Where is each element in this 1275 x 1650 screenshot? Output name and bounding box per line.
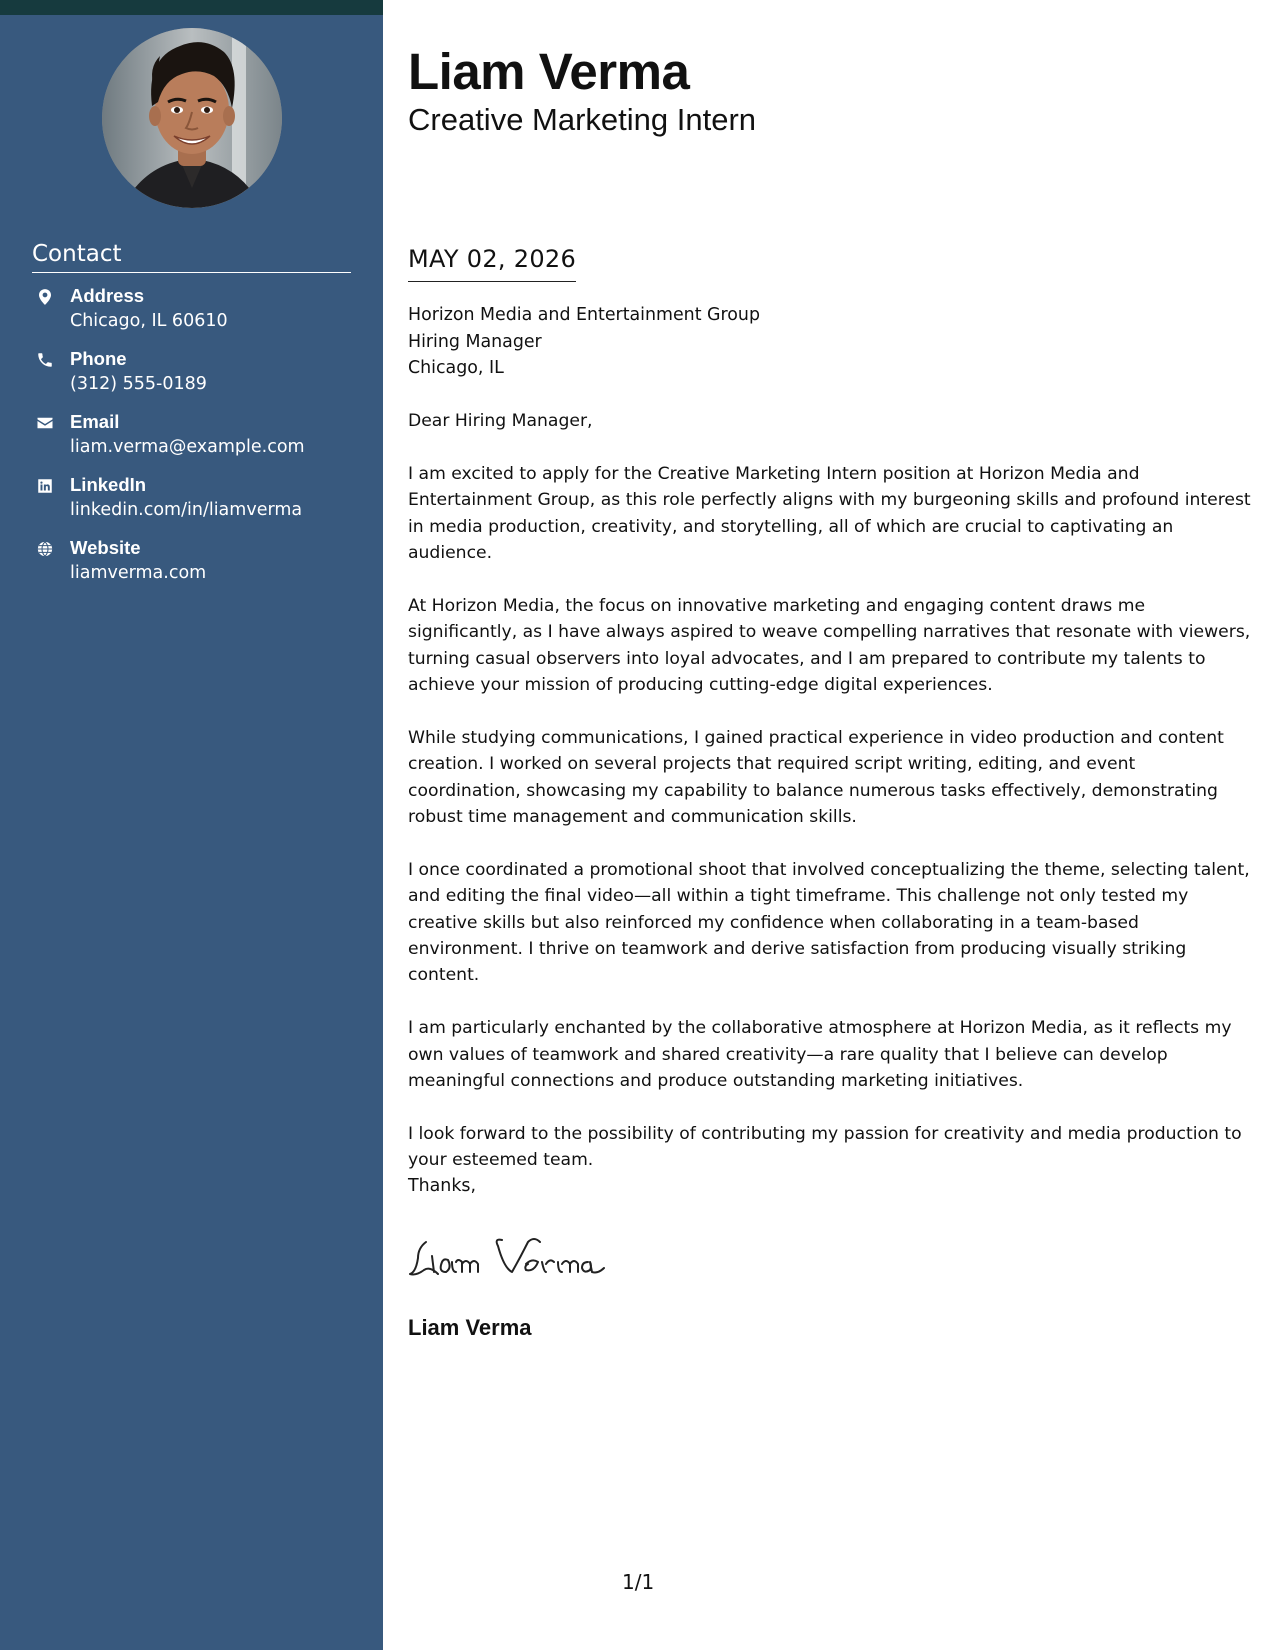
body-paragraph: At Horizon Media, the focus on innovative marketing and engaging content draws me significantly, as I have always aspired to weave compelling narratives that resonate with viewers, turning casual observers into loyal advocates, and I am prepared to contribute my talents to achieve your mission of producing cutting-edge digital experiences. xyxy=(408,595,1251,696)
phone-value: (312) 555-0189 xyxy=(70,374,207,394)
contact-item-address xyxy=(32,283,362,346)
contact-item-website xyxy=(32,535,362,598)
map-pin-icon xyxy=(36,288,54,306)
contact-item-phone xyxy=(32,346,362,409)
contact-item-email xyxy=(32,409,362,472)
applicant-name: Liam Verma xyxy=(408,43,690,100)
handwritten-signature xyxy=(408,1228,618,1280)
job-title: Creative Marketing Intern xyxy=(408,102,757,137)
recipient-block xyxy=(408,302,760,382)
envelope-icon xyxy=(36,414,54,432)
body-paragraph: I am excited to apply for the Creative Marketing Intern position at Horizon Media and Entertainment Group, as this role perfectly aligns with my burgeoning skills and profound interest in media production, creativity, and storytelling, all of which are crucial to captivating an audience. xyxy=(408,463,1251,564)
salutation: Dear Hiring Manager, xyxy=(408,411,593,431)
linkedin-value[interactable]: linkedin.com/in/liamverma xyxy=(70,500,303,520)
letter-body xyxy=(408,408,1253,1200)
page-number: 1/1 xyxy=(622,1570,655,1594)
sidebar-top-bar xyxy=(0,0,383,15)
globe-icon xyxy=(36,540,54,558)
contact-item-linkedin xyxy=(32,472,362,535)
recipient-location: Chicago, IL xyxy=(408,358,504,378)
signer-name: Liam Verma xyxy=(408,1315,532,1340)
profile-photo xyxy=(102,28,282,208)
phone-icon xyxy=(36,351,54,369)
contact-list xyxy=(32,283,362,598)
sidebar xyxy=(0,0,383,1650)
linkedin-label: LinkedIn xyxy=(70,474,147,495)
linkedin-icon xyxy=(36,477,54,495)
website-value[interactable]: liamverma.com xyxy=(70,563,207,583)
website-label: Website xyxy=(70,537,141,558)
body-paragraph: While studying communications, I gained practical experience in video production and content creation. I worked on several projects that required script writing, editing, and event coordination, showcasing my capability to balance numerous tasks effectively, demonstrating robust time management and communication skills. xyxy=(408,727,1224,828)
body-paragraph: I look forward to the possibility of contributing my passion for creativity and media production to your esteemed team. xyxy=(408,1123,1242,1171)
email-value[interactable]: liam.verma@example.com xyxy=(70,437,305,457)
email-label: Email xyxy=(70,411,120,432)
address-label: Address xyxy=(70,285,145,306)
body-paragraph: I once coordinated a promotional shoot that involved conceptualizing the theme, selecting talent, and editing the final video—all within a tight timeframe. This challenge not only tested my creative skills but also reinforced my confidence when collaborating in a team-based environment. I thrive on teamwork and derive satisfaction from producing visually striking content. xyxy=(408,859,1250,986)
recipient-company: Horizon Media and Entertainment Group xyxy=(408,305,760,325)
body-paragraph: I am particularly enchanted by the collaborative atmosphere at Horizon Media, as it reflects my own values of teamwork and shared creativity—a rare quality that I believe can develop meaningful connections and produce outstanding marketing initiatives. xyxy=(408,1018,1232,1092)
phone-label: Phone xyxy=(70,348,127,369)
avatar xyxy=(102,28,282,208)
address-value: Chicago, IL 60610 xyxy=(70,311,228,331)
closing: Thanks, xyxy=(408,1176,476,1196)
letter-date: MAY 02, 2026 xyxy=(408,244,576,282)
recipient-role: Hiring Manager xyxy=(408,331,542,352)
contact-heading: Contact xyxy=(32,240,351,273)
